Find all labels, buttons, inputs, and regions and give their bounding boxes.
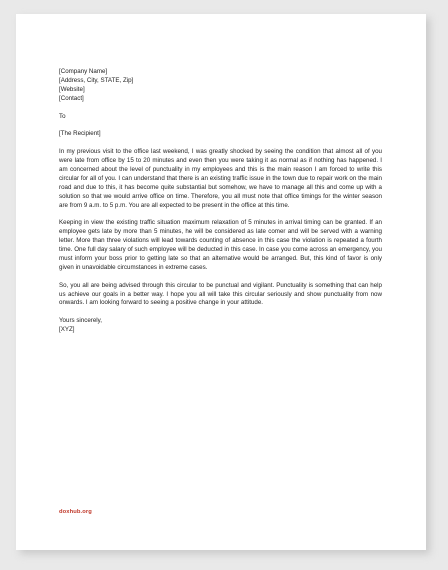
body-paragraph-2: Keeping in view the existing traffic situation maximum relaxation of 5 minutes in arrival timing can be granted. If an employee gets late by more than 5 minutes, he will be considered as late comer and will be served with a warning letter. More than three violations will lead towards counting of absence in this case the violation is repeated a fourth time. One full day salary of such employee will be deducted in this case. In case you come across an emergency, you must inform your boss prior to getting late so that an alternative would be arranged. But, this kind of favor is only given in unavoidable circumstances in extreme cases. xyxy=(59,219,382,271)
to-label: To xyxy=(59,112,66,120)
doxhub-logo: doxhub.org xyxy=(59,509,92,515)
signature: [XYZ] xyxy=(59,326,75,334)
recipient: [The Recipient] xyxy=(59,130,101,138)
body-paragraph-3: So, you all are being advised through this circular to be punctual and vigilant. Punctuality is something that can help us achieve our goals in a better way. I hope you all will take this circular seriously and show punctuality from now onwards. I am looking forward to seeing a positive change in your attitude. xyxy=(59,281,382,307)
sender-block xyxy=(59,68,382,104)
letter-page xyxy=(16,14,426,550)
sender-contact: [Contact] xyxy=(59,94,84,102)
closing: Yours sincerely, xyxy=(59,317,102,325)
body-paragraph-1: In my previous visit to the office last weekend, I was greatly shocked by seeing the condition that almost all of you were late from office by 15 to 20 minutes and even then you were taking it as normal as if nothing has happened. I am concerned about the level of punctuality in my employees and this is the main reason I am forced to write this circular for all of you. I can understand that there is an existing traffic issue in the town due to repair work on the main road and due to this, it has become quite substantial but somehow, we have to manage all this and come up with a solution so that we would arrive office on time. Therefore, you all must note that office timings for the winter season are from 9 a.m. to 5 p.m. You are all expected to be present in the office at this time. xyxy=(59,148,382,209)
sender-address: [Address, City, STATE, Zip] xyxy=(59,76,134,84)
sender-company: [Company Name] xyxy=(59,68,108,75)
sender-website: [Website] xyxy=(59,85,85,93)
